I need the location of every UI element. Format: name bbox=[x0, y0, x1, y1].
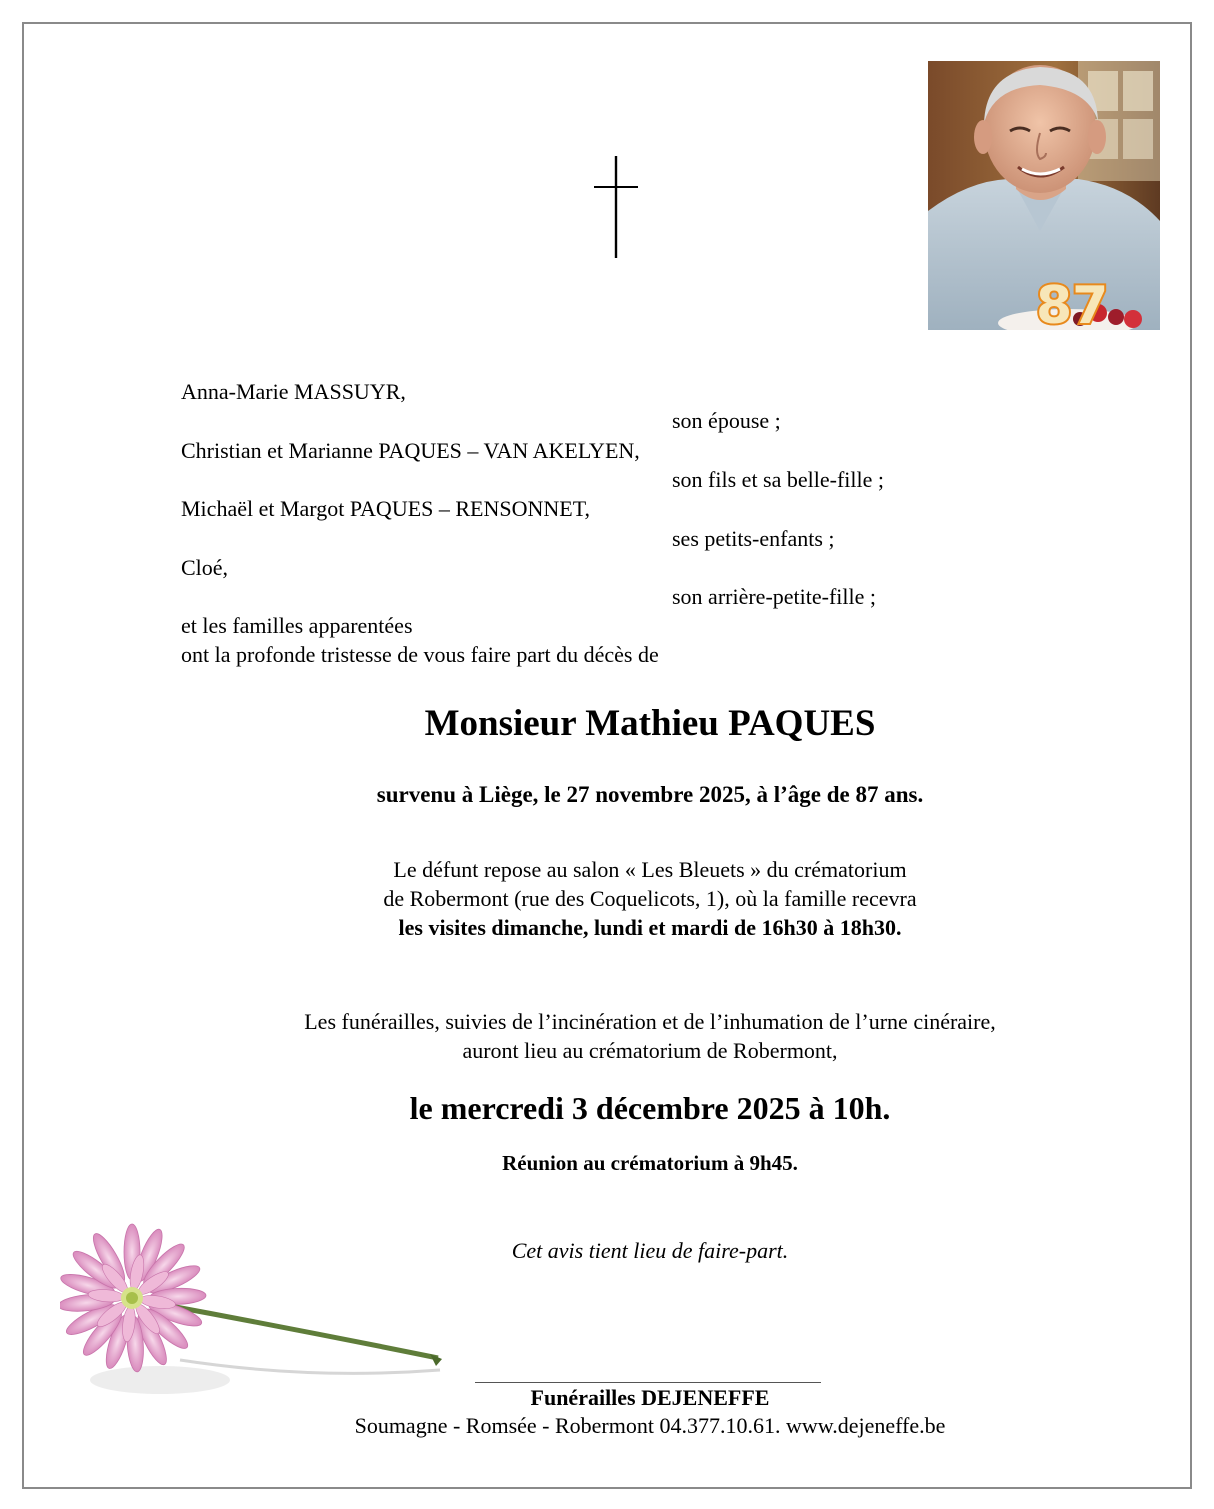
funeral-date: le mercredi 3 décembre 2025 à 10h. bbox=[409, 1090, 891, 1126]
deceased-name: Monsieur Mathieu PAQUES bbox=[424, 703, 876, 744]
portrait-photo bbox=[928, 61, 1160, 330]
footer-divider bbox=[475, 1382, 821, 1383]
salon-line-1: Le défunt repose au salon « Les Bleuets » du crématorium bbox=[393, 857, 907, 882]
funeral-line-1: Les funérailles, suivies de l’incinération et de l’inhumation de l’urne cinéraire, bbox=[304, 1009, 996, 1034]
funeral-line-2: auront lieu au crématorium de Robermont, bbox=[462, 1038, 838, 1063]
family-name-3: Michaël et Margot PAQUES – RENSONNET, bbox=[181, 496, 591, 521]
reunion-time: Réunion au crématorium à 9h45. bbox=[502, 1151, 798, 1175]
birthday-candles: 87 bbox=[1036, 276, 1109, 330]
family-relation-3: ses petits-enfants ; bbox=[672, 526, 835, 551]
family-closing-2: ont la profonde tristesse de vous faire part du décès de bbox=[181, 642, 659, 667]
notice-text: Cet avis tient lieu de faire-part. bbox=[511, 1238, 789, 1263]
company-contact: Soumagne - Romsée - Robermont 04.377.10.61. www.dejeneffe.be bbox=[354, 1413, 946, 1438]
family-relation-4: son arrière-petite-fille ; bbox=[672, 584, 877, 609]
funeral-company: Funérailles DEJENEFFE bbox=[530, 1385, 770, 1410]
visiting-hours: les visites dimanche, lundi et mardi de 16h30 à 18h30. bbox=[398, 915, 902, 940]
flower-illustration bbox=[60, 1210, 460, 1410]
family-closing-1: et les familles apparentées bbox=[181, 613, 413, 638]
family-relation-2: son fils et sa belle-fille ; bbox=[672, 467, 884, 492]
family-name-1: Anna-Marie MASSUYR, bbox=[181, 379, 406, 404]
salon-info bbox=[0, 855, 1214, 942]
salon-line-2: de Robermont (rue des Coquelicots, 1), où la famille recevra bbox=[383, 886, 917, 911]
funeral-info bbox=[0, 1007, 1214, 1065]
cross-icon bbox=[592, 156, 640, 258]
family-relation-1: son épouse ; bbox=[672, 408, 781, 433]
family-name-4: Cloé, bbox=[181, 555, 229, 580]
death-details: survenu à Liège, le 27 novembre 2025, à l’âge de 87 ans. bbox=[376, 782, 924, 807]
family-name-2: Christian et Marianne PAQUES – VAN AKELYEN, bbox=[181, 438, 640, 463]
